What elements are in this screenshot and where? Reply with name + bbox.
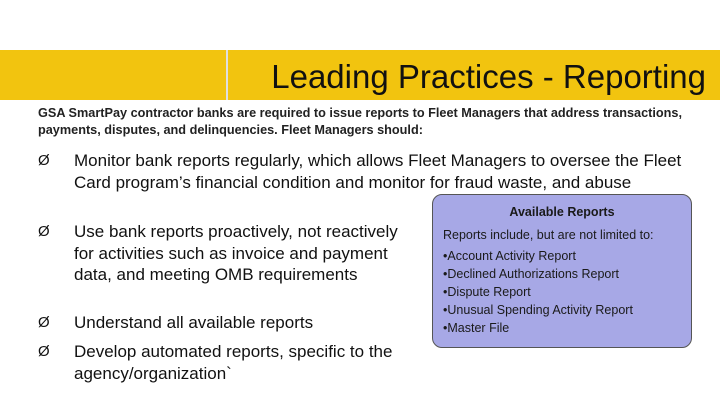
arrow-bullet-icon: Ø [38,343,50,360]
reports-list [443,247,633,337]
reports-box-title: Available Reports [509,205,615,219]
available-reports-box [432,194,692,348]
bullet-text: Use bank reports proactively, not reactively for activities such as invoice and payment data, and meeting OMB requirements [74,222,398,284]
bullet-text: Understand all available reports [74,313,314,332]
title-box [226,50,720,100]
report-item: • Account Activity Report [443,247,633,265]
reports-box-intro: Reports include, but are not limited to: [443,228,654,242]
report-item: • Declined Authorizations Report [443,265,633,283]
arrow-bullet-icon: Ø [38,152,50,169]
report-item: • Dispute Report [443,283,633,301]
bullet-text: Develop automated reports, specific to the agency/organization` [74,342,393,383]
slide-title: Leading Practices - Reporting [271,58,706,95]
report-item: • Unusual Spending Activity Report [443,301,633,319]
bullet-text: Monitor bank reports regularly, which allows Fleet Managers to oversee the Fleet Card program’s financial condition and monitor for fraud waste, and abuse [74,151,682,192]
intro-text: GSA SmartPay contractor banks are required to issue reports to Fleet Managers that address transactions, payments, disputes, and delinquencies. Fleet Managers should: [38,106,682,137]
arrow-bullet-icon: Ø [38,314,50,331]
report-item: • Master File [443,319,633,337]
arrow-bullet-icon: Ø [38,223,50,240]
